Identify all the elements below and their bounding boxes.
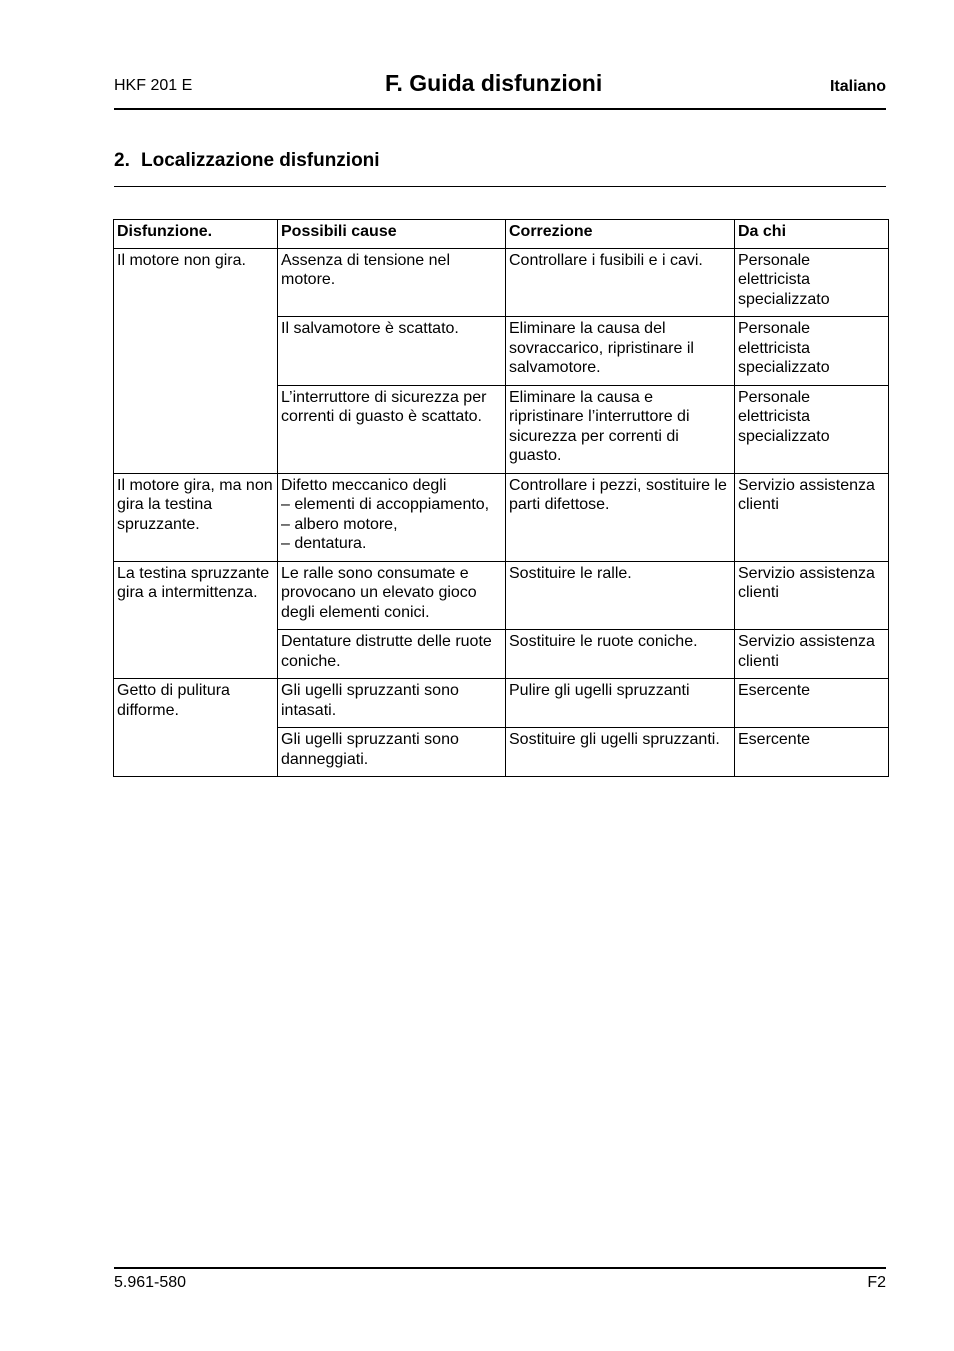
header-divider (114, 108, 886, 110)
cause-cell: Dentature distrutte delle ruote coniche. (278, 630, 506, 679)
cause-cell: L’interruttore di sicurezza per correnti di guasto è scattato. (278, 385, 506, 473)
fix-cell: Sostituire le ruote coniche. (506, 630, 735, 679)
fix-cell: Eliminare la causa del sovraccarico, ripristinare il salvamotore. (506, 317, 735, 386)
who-cell: Personale elettricista specializzato (735, 248, 889, 317)
fix-cell: Eliminare la causa e ripristinare l’interruttore di sicurezza per correnti di guasto. (506, 385, 735, 473)
page-number: F2 (867, 1274, 886, 1291)
page-title: F. Guida disfunzioni (385, 70, 603, 96)
fault-cell: La testina spruzzante gira a intermittenza. (114, 561, 278, 679)
fault-cell: Il motore non gira. (114, 248, 278, 473)
column-header: Disfunzione. (114, 220, 278, 249)
table-row (114, 561, 889, 630)
fix-cell: Controllare i fusibili e i cavi. (506, 248, 735, 317)
footer-divider (114, 1267, 886, 1269)
table-row (114, 473, 889, 561)
who-cell: Servizio assistenza clienti (735, 473, 889, 561)
table-header-row (114, 220, 889, 249)
fix-cell: Pulire gli ugelli spruzzanti (506, 679, 735, 728)
who-cell: Personale elettricista specializzato (735, 385, 889, 473)
cause-cell: Il salvamotore è scattato. (278, 317, 506, 386)
column-header: Da chi (735, 220, 889, 249)
cause-cell: Gli ugelli spruzzanti sono danneggiati. (278, 728, 506, 777)
table-row (114, 248, 889, 317)
fault-cell: Il motore gira, ma non gira la testina spruzzante. (114, 473, 278, 561)
section-title: Localizzazione disfunzioni (141, 150, 380, 171)
section-number: 2. (114, 150, 130, 171)
language-label: Italiano (829, 78, 886, 95)
section-divider (114, 186, 886, 187)
troubleshooting-table (113, 219, 889, 777)
cause-cell: Difetto meccanico degli – elementi di accoppiamento, – albero motore, – dentatura. (278, 473, 506, 561)
who-cell: Esercente (735, 679, 889, 728)
fix-cell: Controllare i pezzi, sostituire le parti difettose. (506, 473, 735, 561)
section-heading (114, 150, 380, 172)
cause-cell: Le ralle sono consumate e provocano un elevato gioco degli elementi conici. (278, 561, 506, 630)
who-cell: Servizio assistenza clienti (735, 630, 889, 679)
column-header: Possibili cause (278, 220, 506, 249)
fix-cell: Sostituire le ralle. (506, 561, 735, 630)
document-code: 5.961-580 (114, 1274, 187, 1291)
who-cell: Servizio assistenza clienti (735, 561, 889, 630)
fix-cell: Sostituire gli ugelli spruzzanti. (506, 728, 735, 777)
model-label: HKF 201 E (114, 77, 193, 94)
fault-cell: Getto di pulitura difforme. (114, 679, 278, 777)
cause-cell: Assenza di tensione nel motore. (278, 248, 506, 317)
table-row (114, 679, 889, 728)
who-cell: Esercente (735, 728, 889, 777)
who-cell: Personale elettricista specializzato (735, 317, 889, 386)
cause-cell: Gli ugelli spruzzanti sono intasati. (278, 679, 506, 728)
column-header: Correzione (506, 220, 735, 249)
